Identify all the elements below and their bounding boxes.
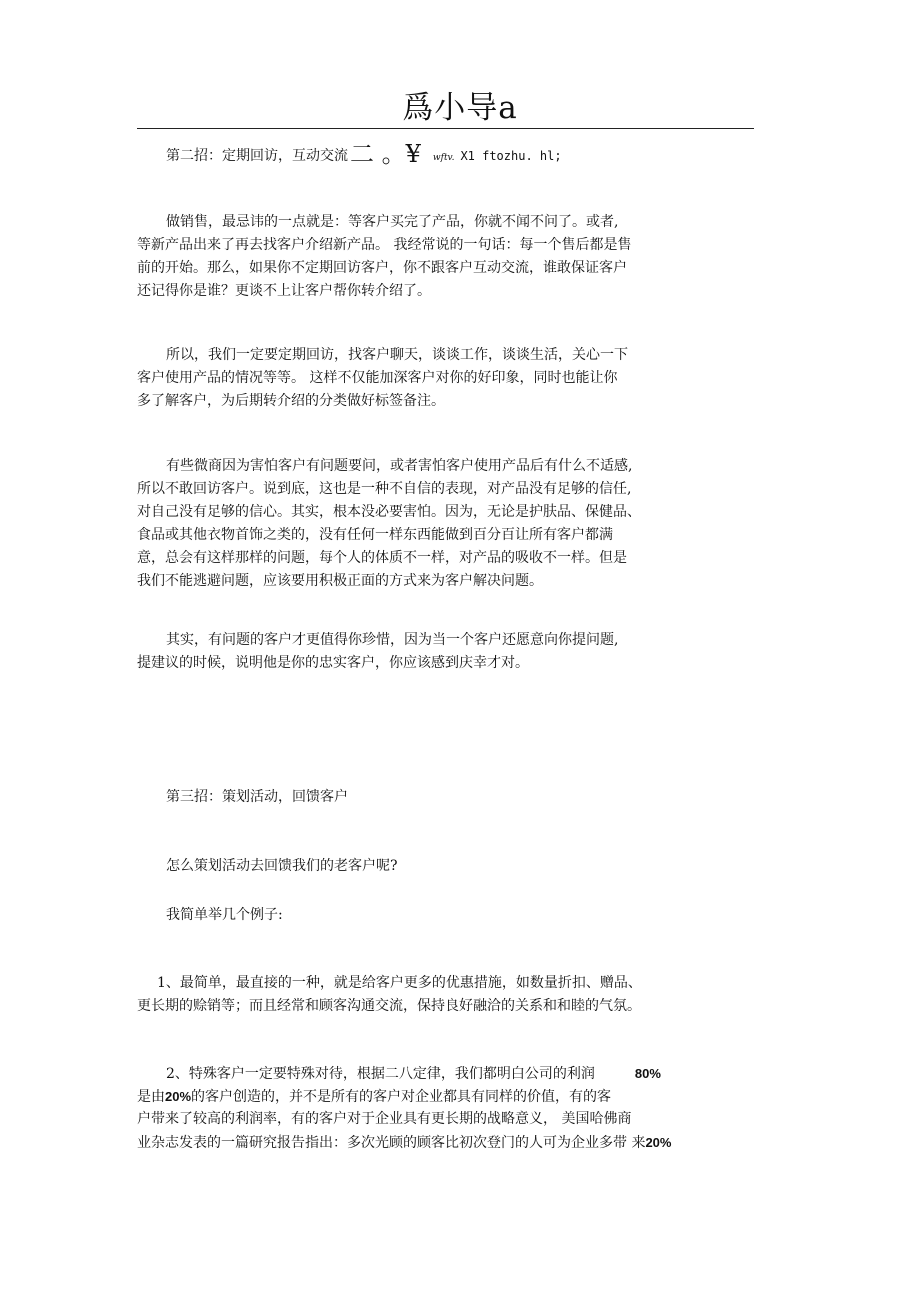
text-line: 其实，有问题的客户才更值得你珍惜，因为当一个客户还愿意向你提问题, (166, 632, 619, 648)
item-2 (137, 1062, 767, 1154)
text-line: 多了解客户，为后期转介绍的分类做好标签备注。 (137, 393, 445, 409)
text-line: 等新产品出来了再去找客户介绍新产品。 我经常说的一句话：每一个售后都是售 (137, 237, 632, 253)
text-line (137, 1131, 767, 1154)
percent-20: 20% (165, 1089, 192, 1104)
text-line: 客户使用产品的情况等等。 这样不仅能加深客户对你的好印象，同时也能让你 (137, 370, 618, 386)
examples-intro: 我简单举几个例子: (166, 907, 283, 923)
text-line: 更长期的赊销等；而且经常和顾客沟通交流，保持良好融洽的关系和和睦的气氛。 (137, 998, 641, 1014)
paragraph-2 (137, 344, 737, 413)
text-line (137, 1085, 767, 1108)
text-line: 意，总会有这样那样的问题，每个人的体质不一样，对产品的吸收不一样。但是 (137, 550, 627, 566)
paragraph-1 (137, 211, 737, 303)
section-2-heading: 第二招：定期回访，互动交流 (166, 148, 348, 164)
text-line: 1、最简单，最直接的一种，就是给客户更多的优惠措施，如数量折扣、赠品、 (157, 975, 642, 991)
text-line: 所以，我们一定要定期回访，找客户聊天，谈谈工作，谈谈生活，关心一下 (166, 347, 628, 363)
text-line: 食品或其他衣物首饰之类的，没有任何一样东西能做到百分百让所有客户都满 (137, 527, 613, 543)
item-2-line-1: 2、特殊客户一定要特殊对待，根据二八定律，我们都明白公司的利润 (166, 1066, 595, 1082)
text-line: 我们不能逃避问题，应该要用积极正面的方式来为客户解决问题。 (137, 573, 543, 589)
header-rule (137, 128, 754, 129)
text-line: 做销售，最忌讳的一点就是：等客户买完了产品，你就不闻不问了。或者, (166, 214, 619, 230)
paragraph-4 (137, 629, 737, 675)
header-title: 爲小导a (402, 90, 518, 126)
header-url-text: X1 ftozhu. hl; (460, 149, 562, 163)
header-tiny-text: wftv. (432, 153, 455, 163)
item-2-line-2-pre: 是由 (137, 1089, 165, 1105)
question-text: 怎么策划活动去回馈我们的老客户呢? (166, 858, 398, 874)
text-line: 还记得你是谁？更谈不上让客户帮你转介绍了。 (137, 283, 431, 299)
text-line: 户带来了较高的利润率，有的客户对于企业具有更长期的战略意义， 美国哈佛商 (137, 1111, 632, 1127)
item-2-line-4: 业杂志发表的一篇研究报告指出：多次光顾的顾客比初次登门的人可为企业多带 来 (137, 1135, 646, 1151)
text-line: 提建议的时候，说明他是你的忠实客户，你应该感到庆幸才对。 (137, 655, 529, 671)
text-line: 有些微商因为害怕客户有问题要问，或者害怕客户使用产品后有什么不适感, (166, 458, 633, 474)
text-line: 对自己没有足够的信心。其实，根本没必要害怕。因为，无论是护肤品、保健品、 (137, 504, 641, 520)
text-line: 所以不敢回访客户。说到底，这也是一种不自信的表现，对产品没有足够的信任, (137, 481, 632, 497)
text-line: 前的开始。那么，如果你不定期回访客户，你不跟客户互动交流，谁敢保证客户 (137, 260, 627, 276)
item-1 (137, 972, 747, 1018)
percent-80: 80% (634, 1066, 661, 1081)
percent-20-end: 20% (645, 1135, 672, 1150)
section-2-heading-line (166, 142, 562, 170)
header-marks: 二 。¥ (350, 140, 421, 168)
section-3-heading: 第三招：策划活动，回馈客户 (166, 789, 348, 805)
text-line (137, 1062, 767, 1085)
paragraph-3 (137, 455, 737, 593)
item-2-line-2-post: 的客户创造的，并不是所有的客户对企业都具有同样的价值，有的客 (191, 1089, 612, 1105)
